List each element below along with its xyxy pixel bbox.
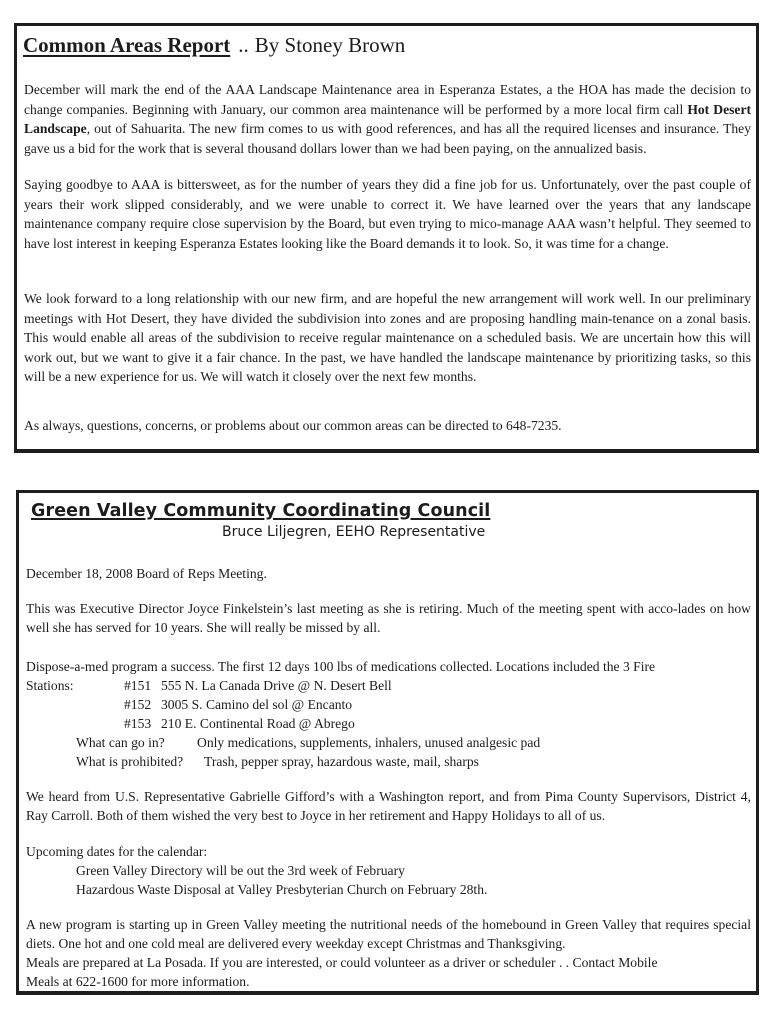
council-title: Green Valley Community Coordinating Council [31,501,491,521]
station-address: 555 N. La Canada Drive @ N. Desert Bell [161,678,392,693]
firm-name: Hot Desert Landscape [24,101,752,136]
station-address: 210 E. Continental Road @ Abrego [161,716,355,731]
stations-label: Stations: [26,678,74,693]
calendar-item: Hazardous Waste Disposal at Valley Presbyterian Church on February 28th. [76,882,488,897]
paragraph-representatives: We heard from U.S. Representative Gabrielle Gifford’s with a Washington report, and from Pima County Supervisors, District 4, Ray Carroll. Both of them wished the very best to Joyce in her retirement and Happy Holidays to all of us. [26,789,751,823]
station-number: #151 [124,678,152,693]
meeting-date: December 18, 2008 Board of Reps Meeting. [26,566,267,581]
station-number: #152 [124,697,152,712]
mobile-meals-line: Meals are prepared at La Posada. If you are interested, or could volunteer as a driver or scheduler . . Contact Mobile [26,955,658,970]
mobile-meals-contact: Meals at 622-1600 for more information. [26,974,250,989]
paragraph-text: , out of Sahuarita. The new firm comes to us with good references, and has all the required licenses and insurance. They gave us a bid for the work that is several thousand dollars lower than we had been paying, on the annualized basis. [24,121,751,156]
dispose-a-med-intro: Dispose-a-med program a success. The first 12 days 100 lbs of medications collected. Locations included the 3 Fire [26,659,656,674]
calendar-item: Green Valley Directory will be out the 3rd week of February [76,863,405,878]
paragraph-company-change [24,80,751,158]
paragraph-goodbye-aaa: Saying goodbye to AAA is bittersweet, as for the number of years they did a fine job for us. Unfortunately, over the past couple of years their work slipped considerably, and we were unable to correct it. We have learned over the years that any landscape maintenance company require close supervision by the Board, but even trying to mico-manage AAA wasn’t helpful. They seemed to have lost interest in keeping Esperanza Estates looking like the Board demands it to look. So, it was time for a change. [24,177,751,251]
article-byline: By Stoney Brown [254,33,406,57]
station-number: #153 [124,716,152,731]
paragraph-text: December will mark the end of the AAA Landscape Maintenance area in Esperanza Estates, a the HOA has made the decision to change companies. Beginning with January, our common area maintenance will be performed by a more local firm call [24,82,751,117]
prohibited-question: What is prohibited? [76,754,184,769]
common-areas-heading [23,33,405,58]
calendar-heading: Upcoming dates for the calendar: [26,844,208,859]
paragraph-new-firm: We look forward to a long relationship with our new firm, and are hopeful the new arrangement will work well. In our preliminary meetings with Hot Desert, they have divided the subdivision into zones and are proposing handling main-tenance on a zonal basis. This would enable all areas of the subdivision to receive regular maintenance on a scheduled basis. We are uncertain how this will work out, but we want to give it a fair chance. In the past, we have handled the landscape maintenance by prioritizing tasks, so this will be a new experience for us. We will watch it closely over the next few months. [24,291,751,384]
council-subtitle: Bruce Liljegren, EEHO Representative [222,524,486,540]
station-address: 3005 S. Camino del sol @ Encanto [161,697,353,712]
paragraph-contact: As always, questions, concerns, or problems about our common areas can be directed to 648-7235. [24,418,562,433]
paragraph-mobile-meals: A new program is starting up in Green Valley meeting the nutritional needs of the homebound in Green Valley that requires special diets. One hot and one cold meal are delivered every weekday except Christmas and Thanksgiving. [26,917,751,951]
allowed-answer: Only medications, supplements, inhalers, unused analgesic pad [197,735,541,750]
title-separator: .. [238,33,249,57]
paragraph-retirement: This was Executive Director Joyce Finkelstein’s last meeting as she is retiring. Much of the meeting spent with acco-lades on how well she has served for 10 years. She will really be missed by all. [26,601,751,635]
common-areas-report-box [14,23,759,453]
allowed-question: What can go in? [76,735,165,750]
council-report-box [16,490,759,995]
prohibited-answer: Trash, pepper spray, hazardous waste, mail, sharps [204,754,479,769]
article-title: Common Areas Report [23,33,231,57]
